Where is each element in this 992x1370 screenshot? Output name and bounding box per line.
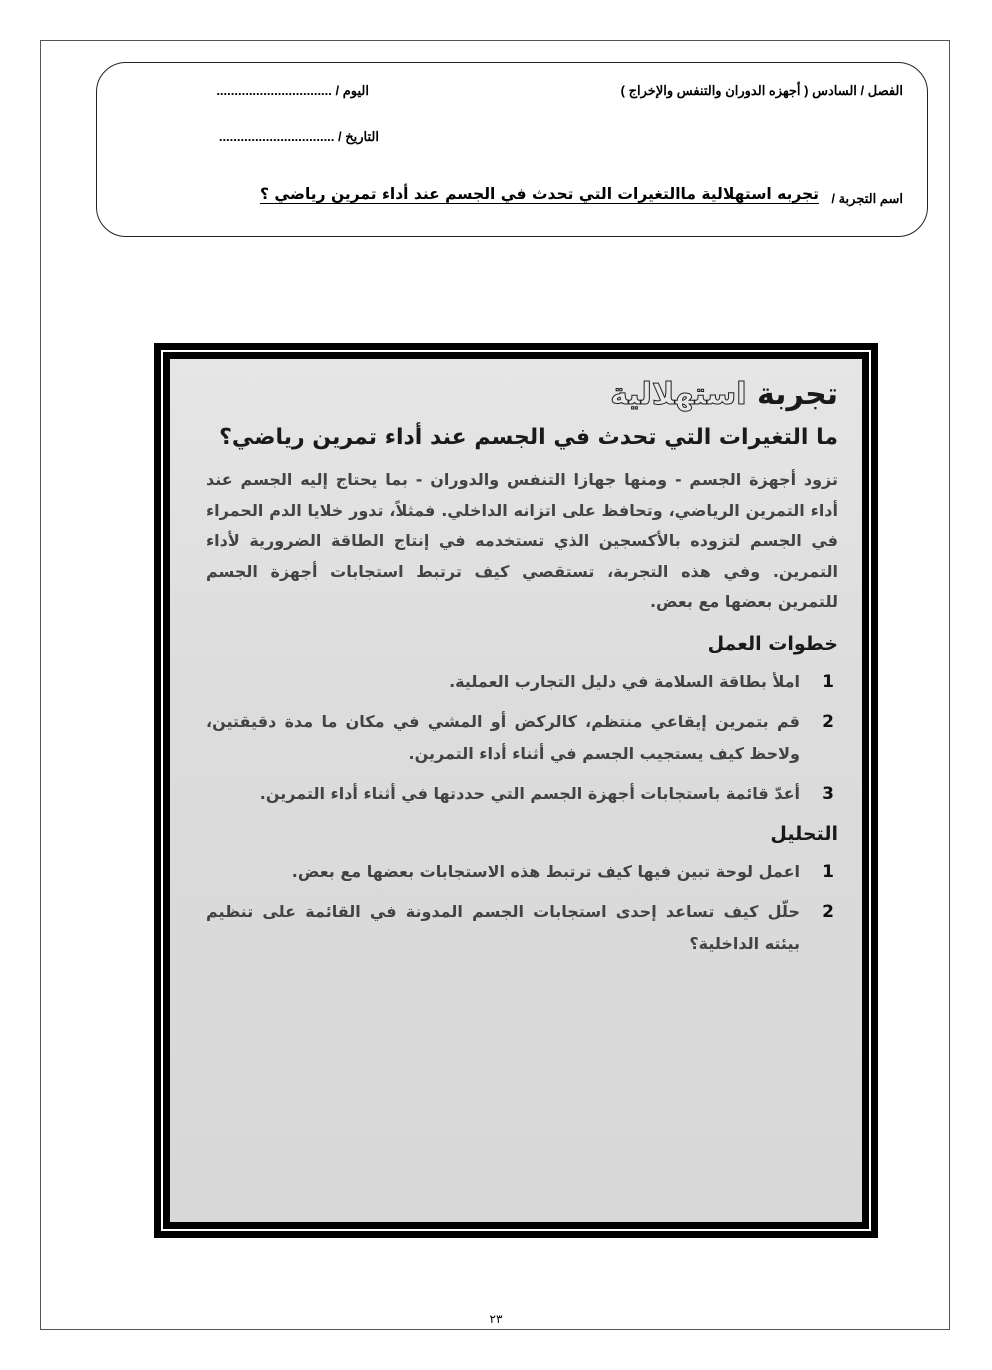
analysis-number: 1	[822, 861, 834, 882]
step-number: 3	[822, 783, 834, 804]
experiment-label: اسم التجربة /	[831, 191, 903, 206]
day-blank: ................................	[216, 83, 332, 98]
steps-list	[206, 666, 838, 810]
scan-page	[170, 359, 862, 1222]
list-item	[206, 706, 838, 770]
step-text: املأ بطاقة السلامة في دليل التجارب العملية.	[449, 671, 800, 691]
page-number: ٢٣	[489, 1312, 503, 1326]
scan-title-bold: تجربة	[756, 377, 838, 412]
list-item	[206, 856, 838, 888]
scan-question: ما التغيرات التي تحدث في الجسم عند أداء تمرين رياضي؟	[219, 425, 838, 450]
analysis-text: اعمل لوحة تبين فيها كيف ترتبط هذه الاستجابات بعضها مع بعض.	[291, 861, 800, 881]
analysis-number: 2	[822, 901, 834, 922]
day-field	[216, 83, 369, 99]
scan-text	[206, 377, 838, 968]
steps-heading: خطوات العمل	[707, 632, 838, 655]
date-label: التاريخ /	[338, 129, 379, 144]
step-number: 2	[822, 711, 834, 732]
textbook-scan	[154, 343, 878, 1238]
step-text: قم بتمرين إيقاعي منتظم، كالركض أو المشي في مكان ما مدة دقيقتين، ولاحظ كيف يستجيب الجسم في أثناء أداء التمرين.	[206, 711, 800, 763]
analysis-heading: التحليل	[770, 822, 838, 845]
analysis-list	[206, 856, 838, 960]
date-field	[219, 129, 379, 145]
step-text: أعدّ قائمة باستجابات أجهزة الجسم التي حددتها في أثناء أداء التمرين.	[259, 783, 800, 803]
list-item	[206, 666, 838, 698]
scan-title-outline: استهلالية	[610, 377, 747, 412]
list-item	[206, 896, 838, 960]
worksheet-header	[96, 62, 928, 237]
list-item	[206, 778, 838, 810]
day-label: اليوم /	[335, 83, 369, 98]
step-number: 1	[822, 671, 834, 692]
experiment-title: تجربه استهلالية ماالتغيرات التي تحدث في الجسم عند أداء تمرين رياضي ؟	[259, 185, 819, 203]
analysis-text: حلّل كيف تساعد إحدى استجابات الجسم المدونة في القائمة على تنظيم بيئته الداخلية؟	[206, 901, 800, 953]
chapter-label: الفصل / السادس ( أجهزه الدوران والتنفس والإخراج )	[620, 83, 903, 98]
date-blank: ................................	[218, 129, 335, 144]
scan-title	[206, 377, 838, 412]
scan-intro: تزود أجهزة الجسم - ومنها جهازا التنفس والدوران - بما يحتاج إليه الجسم عند أداء التمرين الرياضي، وتحافظ على اتزانه الداخلي. فمثلاً، تدور خلايا الدم الحمراء في الجسم لتزوده بالأكسجين الذي تستخدمه في إنتاج الطاقة الضرورية لأداء التمرين. وفي هذه التجربة، تستقصي كيف ترتبط استجابات أجهزة الجسم للتمرين بعضها مع بعض.	[206, 470, 838, 611]
